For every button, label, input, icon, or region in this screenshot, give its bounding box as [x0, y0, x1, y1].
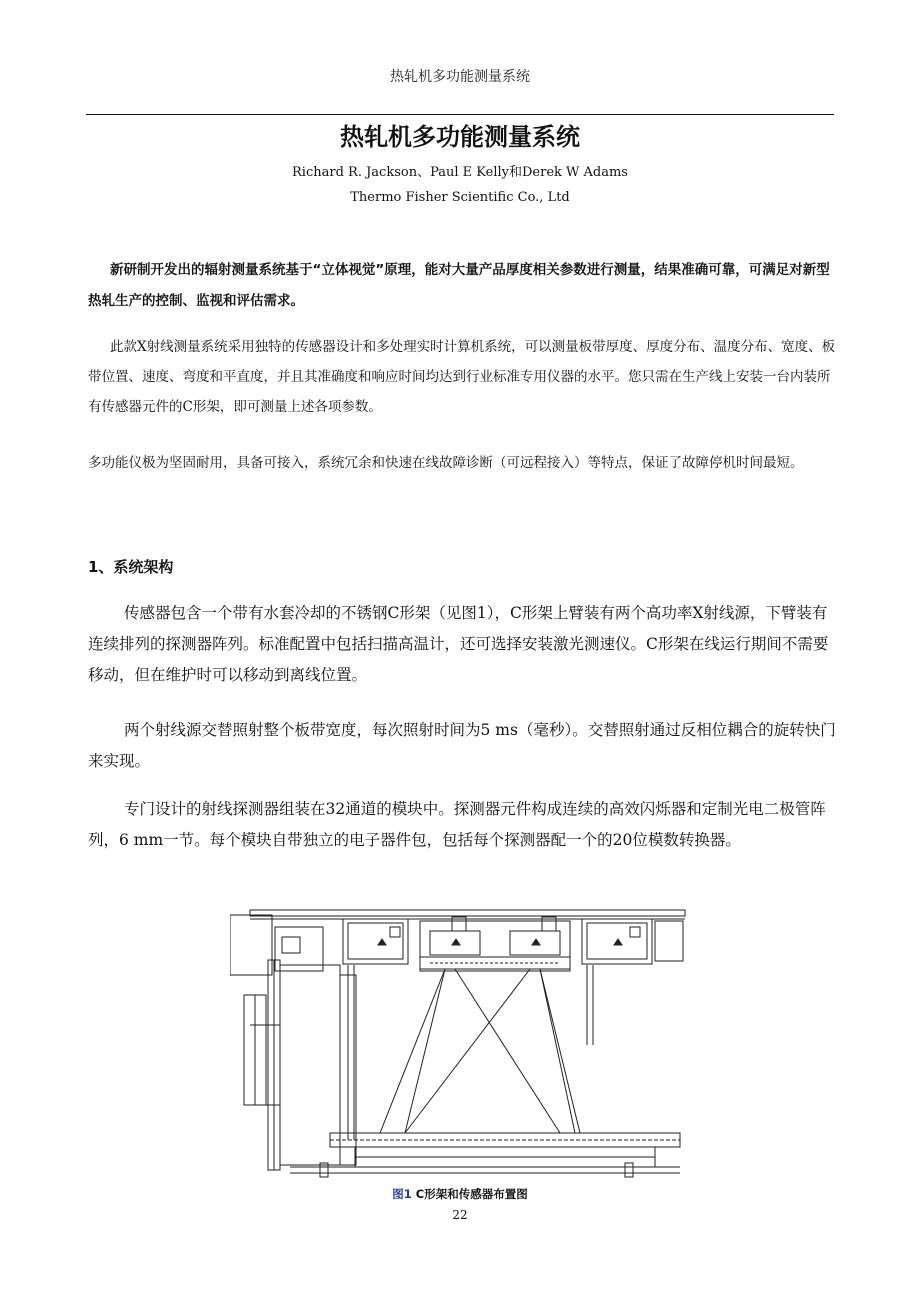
affiliation: Thermo Fisher Scientific Co., Ltd	[350, 190, 570, 205]
figure-caption-number: 图1	[392, 1187, 412, 1201]
body-paragraph-1: 传感器包含一个带有水套冷却的不锈钢C形架（见图1），C形架上臂装有两个高功率X射线源，下臂装有连续排列的探测器阵列。标准配置中包括扫描高温计，还可选择安装激光测速仪。C形架在线运行期间不需要移动，但在维护时可以移动到离线位置。	[88, 604, 829, 684]
paper-title: 热轧机多功能测量系统	[340, 123, 580, 151]
intro-paragraph-1: 此款X射线测量系统采用独特的传感器设计和多处理实时计算机系统，可以测量板带厚度、厚度分布、温度分布、宽度、板带位置、速度、弯度和平直度，并且其准确度和响应时间均达到行业标准专用仪器的水平。您只需在生产线上安装一台内装所有传感器元件的C形架，即可测量上述各项参数。	[88, 339, 836, 415]
intro-paragraph-2: 多功能仪极为坚固耐用，具备可接入，系统冗余和快速在线故障诊断（可远程接入）等特点，保证了故障停机时间最短。	[88, 455, 804, 471]
authors: Richard R. Jackson、Paul E Kelly和Derek W Adams	[292, 165, 628, 180]
body-paragraph-2: 两个射线源交替照射整个板带宽度，每次照射时间为5 ms（毫秒）。交替照射通过反相位耦合的旋转快门来实现。	[88, 721, 836, 770]
page-number: 22	[452, 1208, 468, 1222]
header-rule	[86, 114, 834, 115]
figure-caption	[0, 1186, 920, 1202]
abstract: 新研制开发出的辐射测量系统基于“立体视觉”原理，能对大量产品厚度相关参数进行测量，结果准确可靠，可满足对新型热轧生产的控制、监视和评估需求。	[88, 262, 830, 309]
running-header: 热轧机多功能测量系统	[390, 69, 530, 85]
body-paragraph-3: 专门设计的射线探测器组装在32通道的模块中。探测器元件构成连续的高效闪烁器和定制光电二极管阵列，6 mm一节。每个模块自带独立的电子器件包，包括每个探测器配一个的20位模数转换器。	[88, 800, 826, 849]
figure-caption-text: C形架和传感器布置图	[415, 1187, 528, 1201]
section-heading: 1、系统架构	[88, 558, 174, 576]
c-frame-sensor-diagram	[230, 905, 688, 1180]
